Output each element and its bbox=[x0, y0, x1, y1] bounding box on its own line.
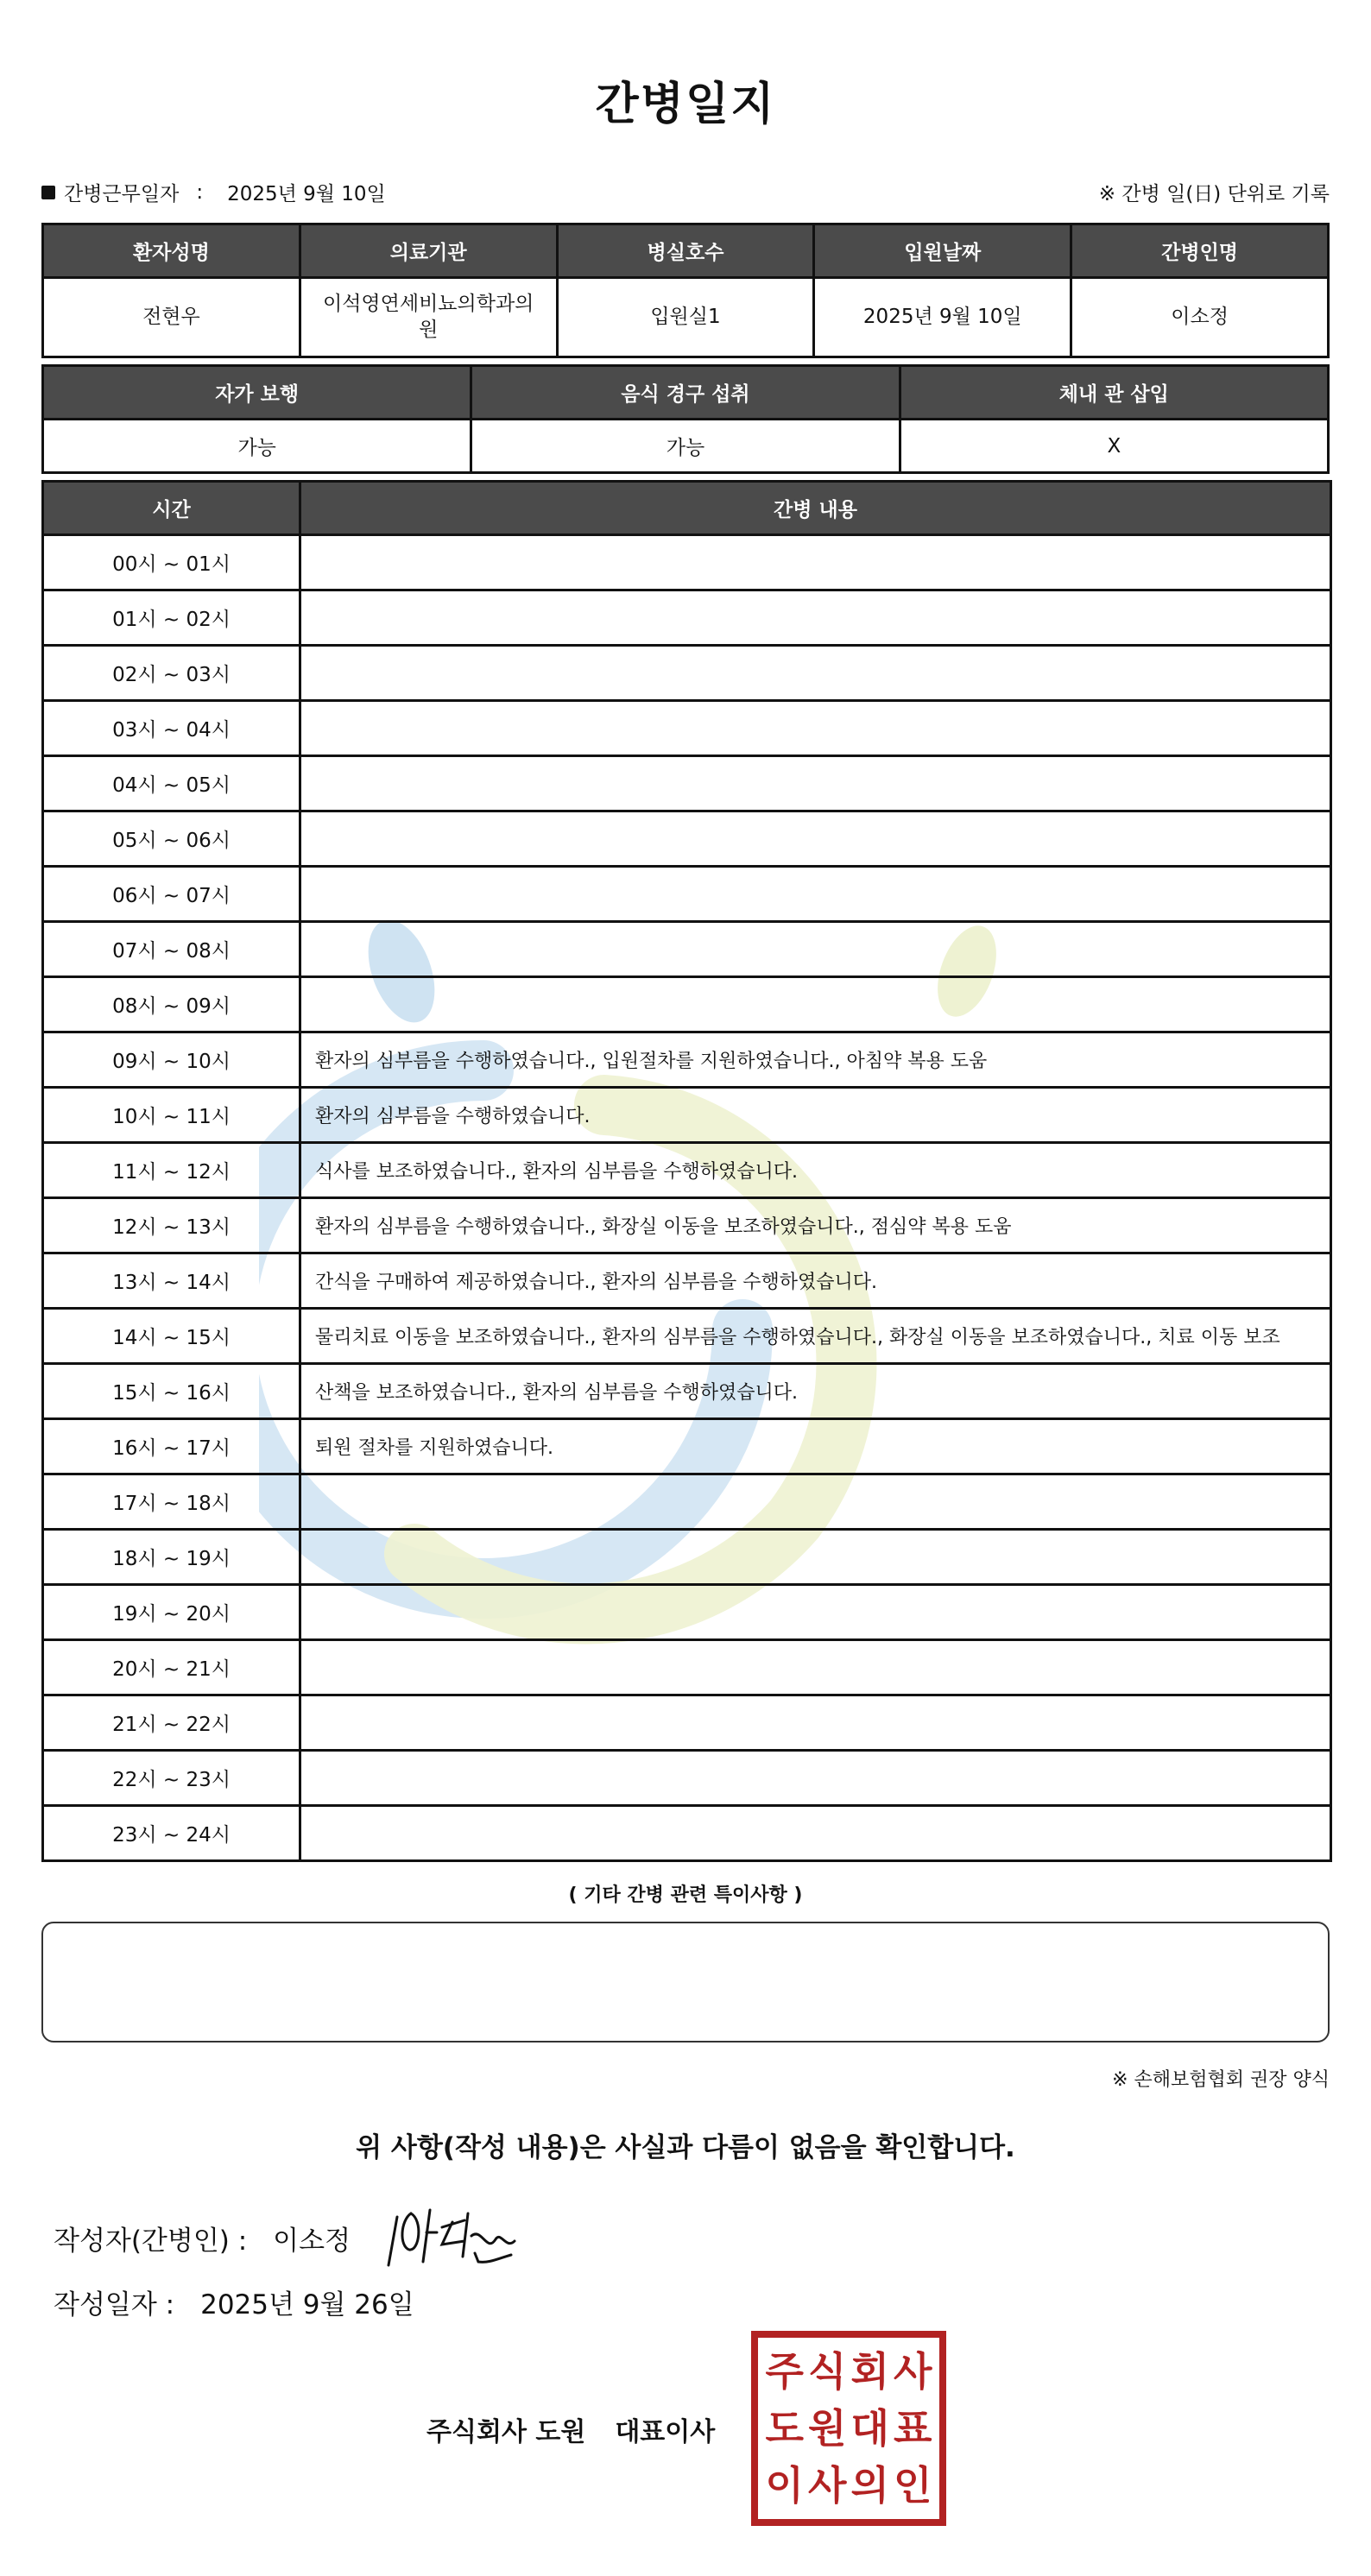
table-row bbox=[43, 590, 1331, 646]
care-content-cell bbox=[300, 756, 1331, 811]
seal-char: 식 bbox=[808, 2348, 847, 2395]
care-schedule-table bbox=[41, 480, 1332, 1862]
room-number: 입원실1 bbox=[557, 278, 814, 357]
care-content-cell: 환자의 심부름을 수행하였습니다., 화장실 이동을 보조하였습니다., 점심약 복용 도움 bbox=[300, 1198, 1331, 1253]
table-row bbox=[43, 922, 1331, 977]
table-row bbox=[43, 977, 1331, 1032]
care-content-cell bbox=[300, 535, 1331, 590]
table-row bbox=[43, 1419, 1331, 1474]
table-row bbox=[43, 1309, 1331, 1364]
care-content-cell bbox=[300, 1640, 1331, 1695]
time-cell: 18시 ~ 19시 bbox=[43, 1530, 300, 1585]
care-content-cell bbox=[300, 646, 1331, 701]
time-cell: 09시 ~ 10시 bbox=[43, 1032, 300, 1088]
table-row bbox=[43, 1143, 1331, 1198]
time-cell: 02시 ~ 03시 bbox=[43, 646, 300, 701]
time-cell: 17시 ~ 18시 bbox=[43, 1474, 300, 1530]
handwritten-signature bbox=[385, 2201, 540, 2270]
time-cell: 12시 ~ 13시 bbox=[43, 1198, 300, 1253]
remarks-title: ( 기타 간병 관련 특이사항 ) bbox=[568, 1885, 803, 1906]
care-content-cell bbox=[300, 590, 1331, 646]
care-content-cell bbox=[300, 1695, 1331, 1751]
table-row bbox=[43, 1751, 1331, 1806]
header-patient-name: 환자성명 bbox=[43, 224, 300, 278]
table-row bbox=[43, 1585, 1331, 1640]
seal-char: 표 bbox=[894, 2405, 932, 2452]
seal-char: 도 bbox=[765, 2405, 804, 2452]
time-cell: 19시 ~ 20시 bbox=[43, 1585, 300, 1640]
header-hospital: 의료기관 bbox=[300, 224, 557, 278]
written-date-label: 작성일자 : bbox=[54, 2289, 175, 2320]
table-row bbox=[43, 1695, 1331, 1751]
company-role: 대표이사 bbox=[615, 2417, 716, 2447]
written-date-line bbox=[54, 2282, 414, 2321]
header-care-content: 간병 내용 bbox=[300, 482, 1331, 535]
header-oral-intake: 음식 경구 섭취 bbox=[471, 366, 900, 420]
work-date-label: 간병근무일자 bbox=[64, 183, 180, 205]
care-content-cell bbox=[300, 867, 1331, 922]
recommended-form-note: ※ 손해보험협회 권장 양식 bbox=[1112, 2069, 1330, 2091]
seal-char: 의 bbox=[850, 2462, 889, 2509]
care-content-cell: 물리치료 이동을 보조하였습니다., 환자의 심부름을 수행하였습니다., 화장실 이동을 보조하였습니다., 치료 이동 보조 bbox=[300, 1309, 1331, 1364]
record-unit-note: ※ 간병 일(日) 단위로 기록 bbox=[1098, 183, 1330, 205]
time-cell: 07시 ~ 08시 bbox=[43, 922, 300, 977]
care-content-cell bbox=[300, 1474, 1331, 1530]
care-content-cell bbox=[300, 1806, 1331, 1861]
time-cell: 13시 ~ 14시 bbox=[43, 1253, 300, 1309]
author-line bbox=[54, 2219, 351, 2257]
table-row bbox=[43, 1032, 1331, 1088]
seal-char: 이 bbox=[765, 2462, 804, 2509]
table-row bbox=[43, 1198, 1331, 1253]
care-content-cell bbox=[300, 977, 1331, 1032]
confirmation-statement: 위 사항(작성 내용)은 사실과 다름이 없음을 확인합니다. bbox=[356, 2132, 1015, 2163]
care-content-cell bbox=[300, 1751, 1331, 1806]
time-cell: 14시 ~ 15시 bbox=[43, 1309, 300, 1364]
written-date-value: 2025년 9월 26일 bbox=[200, 2289, 414, 2320]
table-row bbox=[43, 1253, 1331, 1309]
time-cell: 23시 ~ 24시 bbox=[43, 1806, 300, 1861]
time-cell: 15시 ~ 16시 bbox=[43, 1364, 300, 1419]
care-content-cell: 퇴원 절차를 지원하였습니다. bbox=[300, 1419, 1331, 1474]
care-content-cell bbox=[300, 701, 1331, 756]
company-line bbox=[426, 2410, 715, 2448]
seal-char: 원 bbox=[808, 2405, 847, 2452]
time-cell: 06시 ~ 07시 bbox=[43, 867, 300, 922]
header-admission-date: 입원날짜 bbox=[814, 224, 1071, 278]
time-cell: 04시 ~ 05시 bbox=[43, 756, 300, 811]
author-name: 이소정 bbox=[273, 2226, 351, 2257]
time-cell: 21시 ~ 22시 bbox=[43, 1695, 300, 1751]
table-row bbox=[43, 1806, 1331, 1861]
patient-name: 전현우 bbox=[43, 278, 300, 357]
admission-date: 2025년 9월 10일 bbox=[814, 278, 1071, 357]
table-row bbox=[43, 1364, 1331, 1419]
care-content-cell: 식사를 보조하였습니다., 환자의 심부름을 수행하였습니다. bbox=[300, 1143, 1331, 1198]
tube-insertion-value: X bbox=[900, 420, 1328, 473]
header-time: 시간 bbox=[43, 482, 300, 535]
table-row bbox=[43, 1640, 1331, 1695]
care-content-cell bbox=[300, 811, 1331, 867]
table-row bbox=[43, 867, 1331, 922]
work-date-separator: : bbox=[196, 180, 204, 204]
page-title: 간병일지 bbox=[595, 79, 776, 130]
bullet-square-icon bbox=[41, 186, 55, 199]
table-row bbox=[43, 811, 1331, 867]
author-label: 작성자(간병인) : bbox=[54, 2226, 248, 2257]
time-cell: 10시 ~ 11시 bbox=[43, 1088, 300, 1143]
caregiver-name: 이소정 bbox=[1071, 278, 1329, 357]
care-content-cell: 환자의 심부름을 수행하였습니다. bbox=[300, 1088, 1331, 1143]
oral-intake-value: 가능 bbox=[471, 420, 900, 473]
care-content-cell: 간식을 구매하여 제공하였습니다., 환자의 심부름을 수행하였습니다. bbox=[300, 1253, 1331, 1309]
time-cell: 20시 ~ 21시 bbox=[43, 1640, 300, 1695]
table-row bbox=[43, 646, 1331, 701]
table-row bbox=[43, 1530, 1331, 1585]
header-tube-insertion: 체내 관 삽입 bbox=[900, 366, 1328, 420]
company-seal-stamp bbox=[751, 2331, 946, 2526]
hospital-name: 이석영연세비뇨의학과의원 bbox=[300, 278, 557, 357]
seal-char: 주 bbox=[765, 2348, 804, 2395]
care-content-cell bbox=[300, 1530, 1331, 1585]
table-row bbox=[43, 1474, 1331, 1530]
table-row bbox=[43, 701, 1331, 756]
patient-info-table bbox=[41, 223, 1330, 358]
care-content-cell bbox=[300, 1585, 1331, 1640]
care-content-cell: 산책을 보조하였습니다., 환자의 심부름을 수행하였습니다. bbox=[300, 1364, 1331, 1419]
time-cell: 05시 ~ 06시 bbox=[43, 811, 300, 867]
time-cell: 01시 ~ 02시 bbox=[43, 590, 300, 646]
table-row bbox=[43, 756, 1331, 811]
header-self-walking: 자가 보행 bbox=[43, 366, 471, 420]
seal-char: 대 bbox=[850, 2405, 889, 2452]
care-content-cell bbox=[300, 922, 1331, 977]
time-cell: 08시 ~ 09시 bbox=[43, 977, 300, 1032]
self-walking-value: 가능 bbox=[43, 420, 471, 473]
time-cell: 11시 ~ 12시 bbox=[43, 1143, 300, 1198]
patient-status-table bbox=[41, 364, 1330, 474]
table-row bbox=[43, 1088, 1331, 1143]
meta-row bbox=[41, 178, 1330, 207]
header-room: 병실호수 bbox=[557, 224, 814, 278]
seal-char: 인 bbox=[894, 2462, 932, 2509]
remarks-box bbox=[41, 1922, 1330, 2042]
work-date-value: 2025년 9월 10일 bbox=[227, 183, 386, 205]
time-cell: 03시 ~ 04시 bbox=[43, 701, 300, 756]
time-cell: 00시 ~ 01시 bbox=[43, 535, 300, 590]
header-caregiver-name: 간병인명 bbox=[1071, 224, 1329, 278]
company-name: 주식회사 도원 bbox=[426, 2417, 586, 2447]
seal-char: 회 bbox=[850, 2348, 889, 2395]
table-row bbox=[43, 535, 1331, 590]
work-date bbox=[41, 178, 386, 206]
seal-char: 사 bbox=[808, 2462, 847, 2509]
time-cell: 22시 ~ 23시 bbox=[43, 1751, 300, 1806]
care-content-cell: 환자의 심부름을 수행하였습니다., 입원절차를 지원하였습니다., 아침약 복용 도움 bbox=[300, 1032, 1331, 1088]
time-cell: 16시 ~ 17시 bbox=[43, 1419, 300, 1474]
seal-char: 사 bbox=[894, 2348, 932, 2395]
